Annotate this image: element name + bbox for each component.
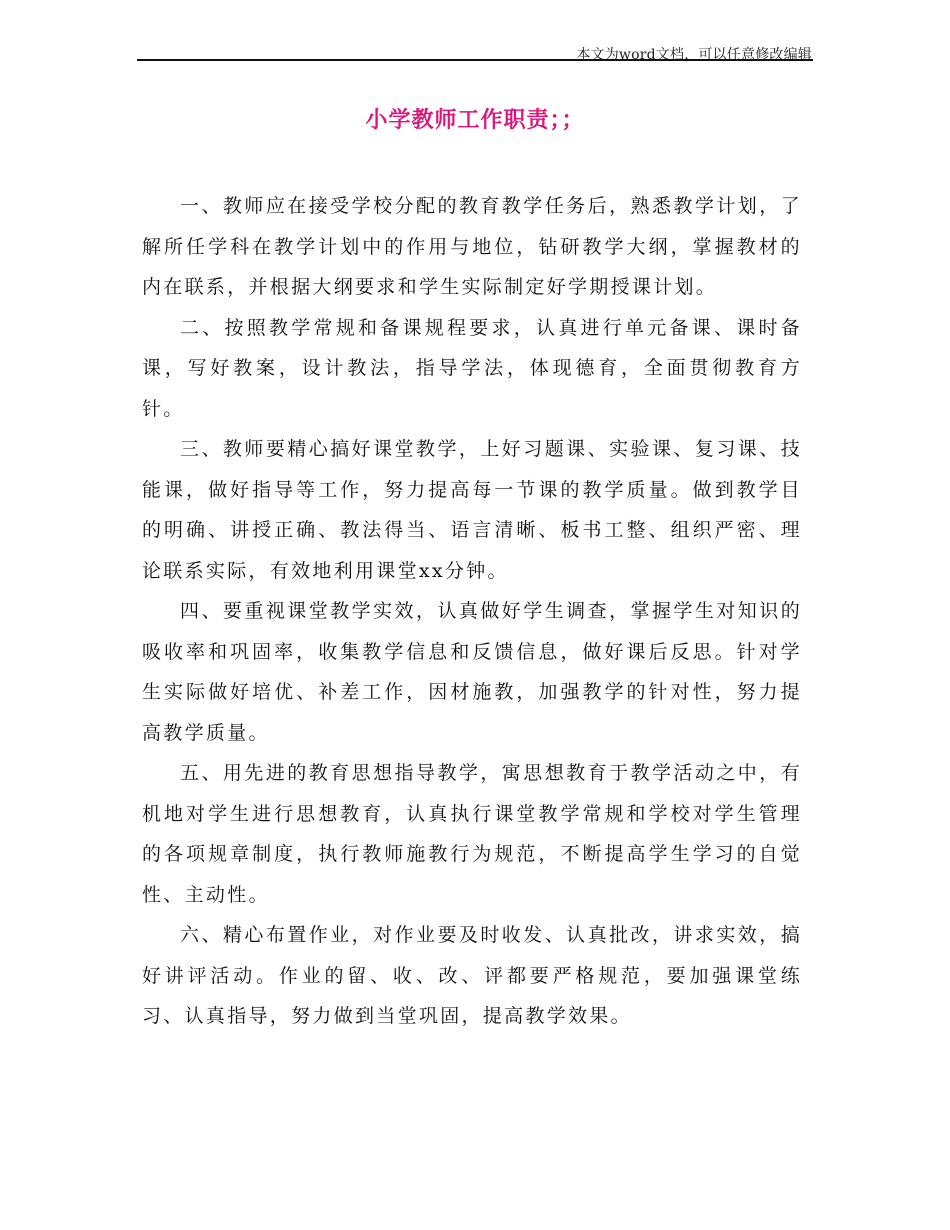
document-title: 小学教师工作职责；；: [365, 107, 585, 133]
paragraph-1: 一、教师应在接受学校分配的教育教学任务后，熟悉教学计划，了解所任学科在教学计划中的作用与地位，钻研教学大纲，掌握教材的内在联系，并根据大纲要求和学生实际制定好学期授课计划。: [142, 195, 802, 298]
paragraph-4: 四、要重视课堂教学实效，认真做好学生调查，掌握学生对知识的吸收率和巩固率，收集教学信息和反馈信息，做好课后反思。针对学生实际做好培优、补差工作，因材施教，加强教学的针对性，努力提高教学质量。: [142, 600, 802, 744]
paragraph-3: 三、教师要精心搞好课堂教学，上好习题课、实验课、复习课、技能课，做好指导等工作，努力提高每一节课的教学质量。做到教学目的明确、讲授正确、教法得当、语言清晰、板书工整、组织严密、理论联系实际，有效地利用课堂xx分钟。: [142, 438, 802, 582]
paragraph-5: 五、用先进的教育思想指导教学，寓思想教育于教学活动之中，有机地对学生进行思想教育，认真执行课堂教学常规和学校对学生管理的各项规章制度，执行教师施教行为规范，不断提高学生学习的自觉性、主动性。: [142, 762, 802, 906]
header-note: 本文为word文档，可以任意修改编辑: [576, 47, 812, 63]
paragraph-6: 六、精心布置作业，对作业要及时收发、认真批改，讲求实效，搞好讲评活动。作业的留、收、改、评都要严格规范，要加强课堂练习、认真指导，努力做到当堂巩固，提高教学效果。: [142, 924, 802, 1027]
document-body: [142, 186, 802, 1037]
paragraph-2: 二、按照教学常规和备课规程要求，认真进行单元备课、课时备课，写好教案，设计教法，指导学法，体现德育，全面贯彻教育方针。: [142, 316, 802, 420]
header-divider: [137, 59, 813, 61]
